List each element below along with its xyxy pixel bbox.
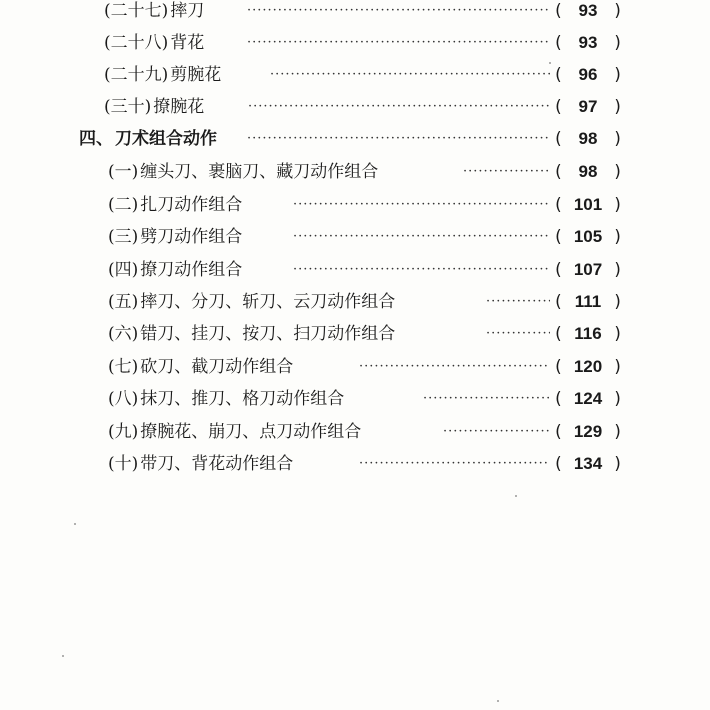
scan-speck: [74, 523, 76, 525]
dot-leader: [248, 93, 550, 121]
dot-leader: [443, 418, 550, 446]
page-number: 101: [573, 195, 603, 214]
scan-speck: [549, 62, 551, 64]
open-paren: (: [553, 33, 564, 53]
open-paren: (: [553, 357, 564, 377]
toc-entry: [0, 256, 710, 284]
close-paren: ): [612, 162, 623, 182]
close-paren: ): [612, 454, 623, 474]
page-number: 93: [578, 1, 598, 20]
open-paren: (: [553, 292, 564, 312]
page-number: 93: [578, 33, 598, 52]
open-paren: (: [553, 454, 564, 474]
entry-number: (五): [108, 292, 139, 312]
entry-number: (十): [108, 454, 139, 474]
open-paren: (: [553, 227, 564, 247]
entry-title: 扎刀动作组合: [140, 195, 243, 215]
close-paren: ): [612, 357, 623, 377]
entry-title: 背花: [170, 33, 205, 53]
page-number: 120: [573, 357, 603, 376]
close-paren: ): [612, 129, 623, 149]
entry-number: (二十九): [104, 65, 169, 85]
close-paren: ): [612, 33, 623, 53]
dot-leader: [359, 450, 550, 478]
page-number: 116: [574, 324, 602, 343]
page-ref: [553, 93, 623, 121]
page-number: 129: [573, 422, 603, 441]
dot-leader: [247, 0, 550, 25]
close-paren: ): [612, 324, 623, 344]
open-paren: (: [553, 260, 564, 280]
page-ref: [553, 353, 623, 381]
section-title: 刀术组合动作: [115, 129, 217, 149]
page-ref: [553, 158, 623, 186]
page-ref: [553, 288, 623, 316]
entry-number: (九): [108, 422, 139, 442]
page-ref: [553, 29, 623, 57]
entry-title: 撩刀动作组合: [140, 260, 243, 280]
dot-leader: [359, 353, 550, 381]
entry-title: 撩腕花: [153, 97, 205, 117]
entry-title: 带刀、背花动作组合: [140, 454, 294, 474]
dot-leader: [293, 191, 550, 219]
page-ref: [553, 385, 623, 413]
open-paren: (: [553, 1, 564, 21]
dot-leader: [247, 29, 550, 57]
entry-number: (三): [108, 227, 139, 247]
dot-leader: [423, 385, 550, 413]
entry-title: 抹刀、推刀、格刀动作组合: [140, 389, 345, 409]
page-number: 124: [573, 389, 603, 408]
close-paren: ): [612, 422, 623, 442]
entry-number: (八): [108, 389, 139, 409]
toc-entry: [0, 191, 710, 219]
toc-entry: [0, 353, 710, 381]
entry-number: (七): [108, 357, 139, 377]
toc-entry: [0, 93, 710, 121]
toc-entry: [0, 288, 710, 316]
page-number: 105: [573, 227, 603, 246]
page-number: 98: [578, 129, 598, 148]
entry-title: 错刀、挂刀、按刀、扫刀动作组合: [140, 324, 396, 344]
page-ref: [553, 223, 623, 251]
close-paren: ): [612, 1, 623, 21]
entry-number: (六): [108, 324, 139, 344]
toc-entry: [0, 29, 710, 57]
toc-entry: [0, 0, 710, 25]
dot-leader: [463, 158, 550, 186]
page-ref: [553, 191, 623, 219]
toc-section-heading: [0, 125, 710, 153]
dot-leader: [293, 223, 550, 251]
open-paren: (: [553, 162, 564, 182]
open-paren: (: [553, 389, 564, 409]
open-paren: (: [553, 422, 564, 442]
entry-number: (二): [108, 195, 139, 215]
page-number: 98: [578, 162, 598, 181]
dot-leader: [486, 288, 550, 316]
toc-entry: [0, 450, 710, 478]
close-paren: ): [612, 292, 623, 312]
page-number: 134: [573, 454, 603, 473]
close-paren: ): [612, 389, 623, 409]
entry-number: (二十八): [104, 33, 169, 53]
entry-title: 劈刀动作组合: [140, 227, 243, 247]
toc-entry: [0, 385, 710, 413]
page-ref: [553, 256, 623, 284]
page-number: 111: [574, 292, 602, 311]
open-paren: (: [553, 324, 564, 344]
entry-number: (四): [108, 260, 139, 280]
toc-entry: [0, 61, 710, 89]
scan-speck: [62, 655, 64, 657]
scan-speck: [497, 700, 499, 702]
entry-title: 剪腕花: [170, 65, 222, 85]
section-number: 四、: [79, 129, 113, 149]
entry-title: 撩腕花、崩刀、点刀动作组合: [140, 422, 362, 442]
page-number: 107: [573, 260, 603, 279]
open-paren: (: [553, 65, 564, 85]
page-number: 97: [578, 97, 598, 116]
open-paren: (: [553, 195, 564, 215]
dot-leader: [293, 256, 550, 284]
open-paren: (: [553, 129, 564, 149]
page-ref: [553, 61, 623, 89]
entry-number: (二十七): [104, 1, 169, 21]
entry-number: (三十): [104, 97, 152, 117]
close-paren: ): [612, 97, 623, 117]
dot-leader: [270, 61, 550, 89]
close-paren: ): [612, 227, 623, 247]
page-ref: [553, 450, 623, 478]
toc-entry: [0, 320, 710, 348]
close-paren: ): [612, 260, 623, 280]
close-paren: ): [612, 65, 623, 85]
toc-entry: [0, 418, 710, 446]
entry-number: (一): [108, 162, 139, 182]
page-ref: [553, 418, 623, 446]
page-ref: [553, 0, 623, 25]
toc-entry: [0, 223, 710, 251]
dot-leader: [247, 125, 550, 153]
entry-title: 摔刀、分刀、斩刀、云刀动作组合: [140, 292, 396, 312]
page-ref: [553, 125, 623, 153]
close-paren: ): [612, 195, 623, 215]
entry-title: 摔刀: [170, 1, 205, 21]
page-number: 96: [578, 65, 598, 84]
dot-leader: [486, 320, 550, 348]
scan-speck: [515, 495, 517, 497]
page-ref: [553, 320, 623, 348]
entry-title: 缠头刀、裹脑刀、藏刀动作组合: [140, 162, 379, 182]
entry-title: 砍刀、截刀动作组合: [140, 357, 294, 377]
toc-entry: [0, 158, 710, 186]
open-paren: (: [553, 97, 564, 117]
